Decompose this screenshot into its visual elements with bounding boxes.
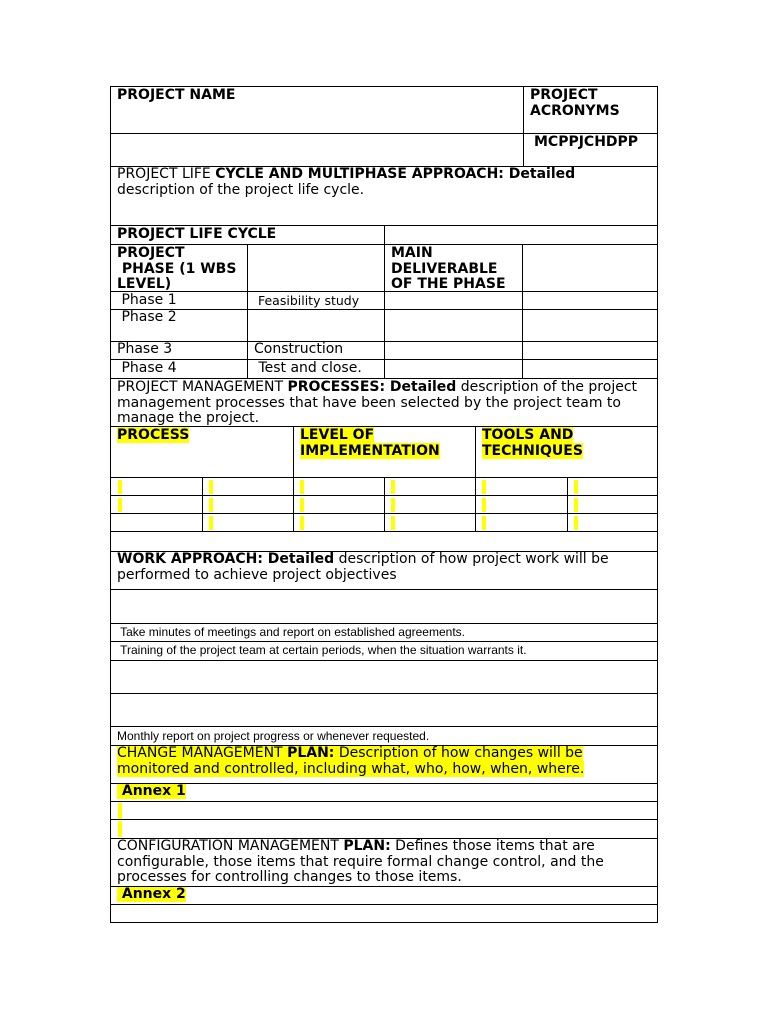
list-item xyxy=(110,641,658,660)
highlight-mark xyxy=(482,498,486,512)
project-name-label: PROJECT NAME xyxy=(117,87,236,103)
configuration-management-suffix: Defines those items that are xyxy=(390,839,595,854)
life-cycle-title-empty-cell xyxy=(384,226,657,244)
list-item xyxy=(110,589,658,623)
pm-processes-bold: PROCESSES: Detailed xyxy=(287,379,457,395)
project-name-header-row xyxy=(110,86,658,133)
highlight-mark xyxy=(300,498,304,512)
life-cycle-approach-bold: CYCLE AND MULTIPHASE APPROACH: Detailed xyxy=(215,167,576,182)
table-bottom-border xyxy=(110,922,658,923)
phase-deliverable xyxy=(384,310,522,341)
life-cycle-approach-row xyxy=(110,166,658,225)
change-management-suffix: Description of how changes will be xyxy=(334,746,583,761)
phase-extra xyxy=(522,360,657,378)
phase-name: Feasibility study xyxy=(247,292,384,309)
phase-extra xyxy=(522,292,657,309)
level-cell xyxy=(384,496,475,513)
tools-cell xyxy=(567,514,657,531)
list-item xyxy=(110,726,658,745)
col-process xyxy=(111,427,293,477)
highlight-mark xyxy=(118,498,122,512)
highlight-mark xyxy=(482,480,486,494)
phase-label: Phase 4 xyxy=(117,360,177,376)
col-phase-name xyxy=(247,245,384,291)
table-row xyxy=(110,801,658,819)
change-management-line1 xyxy=(117,746,583,761)
annex-2-link[interactable] xyxy=(111,887,657,904)
highlight-mark xyxy=(300,480,304,494)
work-approach-line2: performed to achieve project objectives xyxy=(117,566,397,583)
project-name-value-row xyxy=(110,133,658,166)
level-cell xyxy=(293,514,384,531)
phase-label: Phase 1 xyxy=(117,292,177,308)
highlight-mark xyxy=(300,516,304,530)
highlight-mark xyxy=(118,821,122,837)
table-row xyxy=(110,495,658,513)
work-approach-item: Take minutes of meetings and report on established agreements. xyxy=(117,625,465,639)
process-cell xyxy=(202,478,293,495)
process-cell xyxy=(111,496,202,513)
pm-processes-prefix: PROJECT MANAGEMENT xyxy=(117,379,288,395)
tools-cell xyxy=(567,496,657,513)
tools-cell xyxy=(567,478,657,495)
phase-name: Construction xyxy=(247,342,384,359)
configuration-management-prefix: CONFIGURATION MANAGEMENT xyxy=(117,839,344,854)
phase-deliverable xyxy=(384,342,522,359)
col-level-line2: IMPLEMENTATION xyxy=(300,442,440,459)
acronym-value: MCPPJCHDPP xyxy=(523,134,657,166)
pm-processes-header-row xyxy=(110,426,658,477)
level-cell xyxy=(293,478,384,495)
change-management-bold: PLAN: xyxy=(287,746,335,761)
annex-1-row xyxy=(110,783,658,801)
work-approach-bold: WORK APPROACH: Detailed xyxy=(117,552,335,567)
highlight-mark xyxy=(574,516,578,530)
table-row xyxy=(110,359,658,378)
phase-name: Test and close. xyxy=(247,360,384,378)
col-extra xyxy=(522,245,657,291)
phase-deliverable xyxy=(384,360,522,378)
change-management-row xyxy=(110,745,658,783)
process-cell xyxy=(202,514,293,531)
table-row xyxy=(110,819,658,838)
work-approach-text xyxy=(111,552,657,589)
highlight-mark xyxy=(391,516,395,530)
highlight-mark xyxy=(574,480,578,494)
project-name-value xyxy=(111,134,523,166)
list-item xyxy=(110,623,658,641)
highlight-mark xyxy=(209,498,213,512)
pm-processes-suffix: description of the project xyxy=(456,379,638,395)
annex-1-label: Annex 1 xyxy=(117,784,186,799)
life-cycle-approach-prefix: PROJECT LIFE xyxy=(117,167,216,182)
list-item xyxy=(110,693,658,726)
highlight-mark xyxy=(209,516,213,530)
change-management-prefix: CHANGE MANAGEMENT xyxy=(117,746,288,761)
table-row xyxy=(110,291,658,309)
col-main-deliverable-line2: DELIVERABLE xyxy=(391,260,498,277)
project-acronyms-label xyxy=(523,87,657,133)
highlight-mark xyxy=(118,480,122,494)
col-level-of-implementation xyxy=(293,427,475,477)
table-row xyxy=(110,341,658,359)
work-approach-item: Training of the project team at certain periods, when the situation warrants it. xyxy=(117,643,527,657)
phase-label: Phase 2 xyxy=(117,310,177,325)
col-main-deliverable xyxy=(384,245,522,291)
work-approach-item: Monthly report on project progress or whenever requested. xyxy=(117,729,430,743)
col-project-phase xyxy=(111,245,247,291)
col-tools-line2: TECHNIQUES xyxy=(482,442,583,459)
col-project-phase-line3: LEVEL) xyxy=(117,276,172,291)
col-process-label: PROCESS xyxy=(117,427,190,443)
col-tools-and-techniques xyxy=(475,427,657,477)
work-approach-suffix: description of how project work will be xyxy=(334,552,609,567)
configuration-management-line2: configurable, those items that require formal change control, and the xyxy=(117,853,604,870)
configuration-management-text xyxy=(111,839,657,886)
list-item xyxy=(110,660,658,693)
col-project-phase-line1: PROJECT xyxy=(117,245,185,261)
phase-label: Phase 3 xyxy=(117,342,173,357)
process-cell xyxy=(111,478,202,495)
life-cycle-header-row xyxy=(110,244,658,291)
phase-name xyxy=(247,310,384,341)
work-approach-item xyxy=(111,661,657,693)
tools-cell xyxy=(475,496,567,513)
annex-2-label: Annex 2 xyxy=(117,887,186,902)
configuration-management-bold: PLAN: xyxy=(343,839,391,854)
annex-2-row xyxy=(110,886,658,904)
pm-processes-text xyxy=(111,379,657,426)
highlight-mark xyxy=(391,480,395,494)
col-level-line1: LEVEL OF xyxy=(300,427,375,443)
highlight-mark xyxy=(391,498,395,512)
tools-cell xyxy=(475,514,567,531)
highlight-mark xyxy=(118,803,122,819)
configuration-management-row xyxy=(110,838,658,886)
work-approach-row xyxy=(110,551,658,589)
configuration-management-line3: processes for controlling changes to those items. xyxy=(117,869,462,885)
table-row xyxy=(110,477,658,495)
table-row xyxy=(110,309,658,341)
col-main-deliverable-line1: MAIN xyxy=(391,245,433,261)
col-project-phase-line2: PHASE (1 WBS xyxy=(117,260,237,277)
change-management-line2: monitored and controlled, including what, who, how, when, where. xyxy=(117,760,585,777)
spacer-row xyxy=(110,531,658,551)
life-cycle-title-row xyxy=(110,225,658,244)
pm-processes-row xyxy=(110,378,658,426)
project-acronyms-label-line1: PROJECT xyxy=(530,87,598,103)
level-cell xyxy=(293,496,384,513)
project-acronyms-label-line2: ACRONYMS xyxy=(530,102,620,119)
level-cell xyxy=(384,514,475,531)
highlight-mark xyxy=(482,516,486,530)
process-cell xyxy=(202,496,293,513)
annex-1-link[interactable] xyxy=(111,784,657,801)
tools-cell xyxy=(475,478,567,495)
col-tools-line1: TOOLS AND xyxy=(482,427,574,443)
life-cycle-title: PROJECT LIFE CYCLE xyxy=(117,226,277,242)
level-cell xyxy=(384,478,475,495)
work-approach-item xyxy=(111,590,657,623)
change-management-text xyxy=(111,746,657,783)
phase-extra xyxy=(522,342,657,359)
pm-processes-line3: manage the project. xyxy=(117,410,260,426)
work-approach-item xyxy=(111,694,657,726)
pm-processes-line2: management processes that have been selected by the project team to xyxy=(117,394,621,411)
process-cell xyxy=(111,514,202,531)
life-cycle-approach-line2: description of the project life cycle. xyxy=(117,181,365,198)
life-cycle-approach-text xyxy=(111,167,657,225)
phase-extra xyxy=(522,310,657,341)
highlight-mark xyxy=(209,480,213,494)
table-row xyxy=(110,513,658,531)
col-main-deliverable-line3: OF THE PHASE xyxy=(391,276,506,291)
highlight-mark xyxy=(574,498,578,512)
table-row xyxy=(110,904,658,922)
phase-deliverable xyxy=(384,292,522,309)
